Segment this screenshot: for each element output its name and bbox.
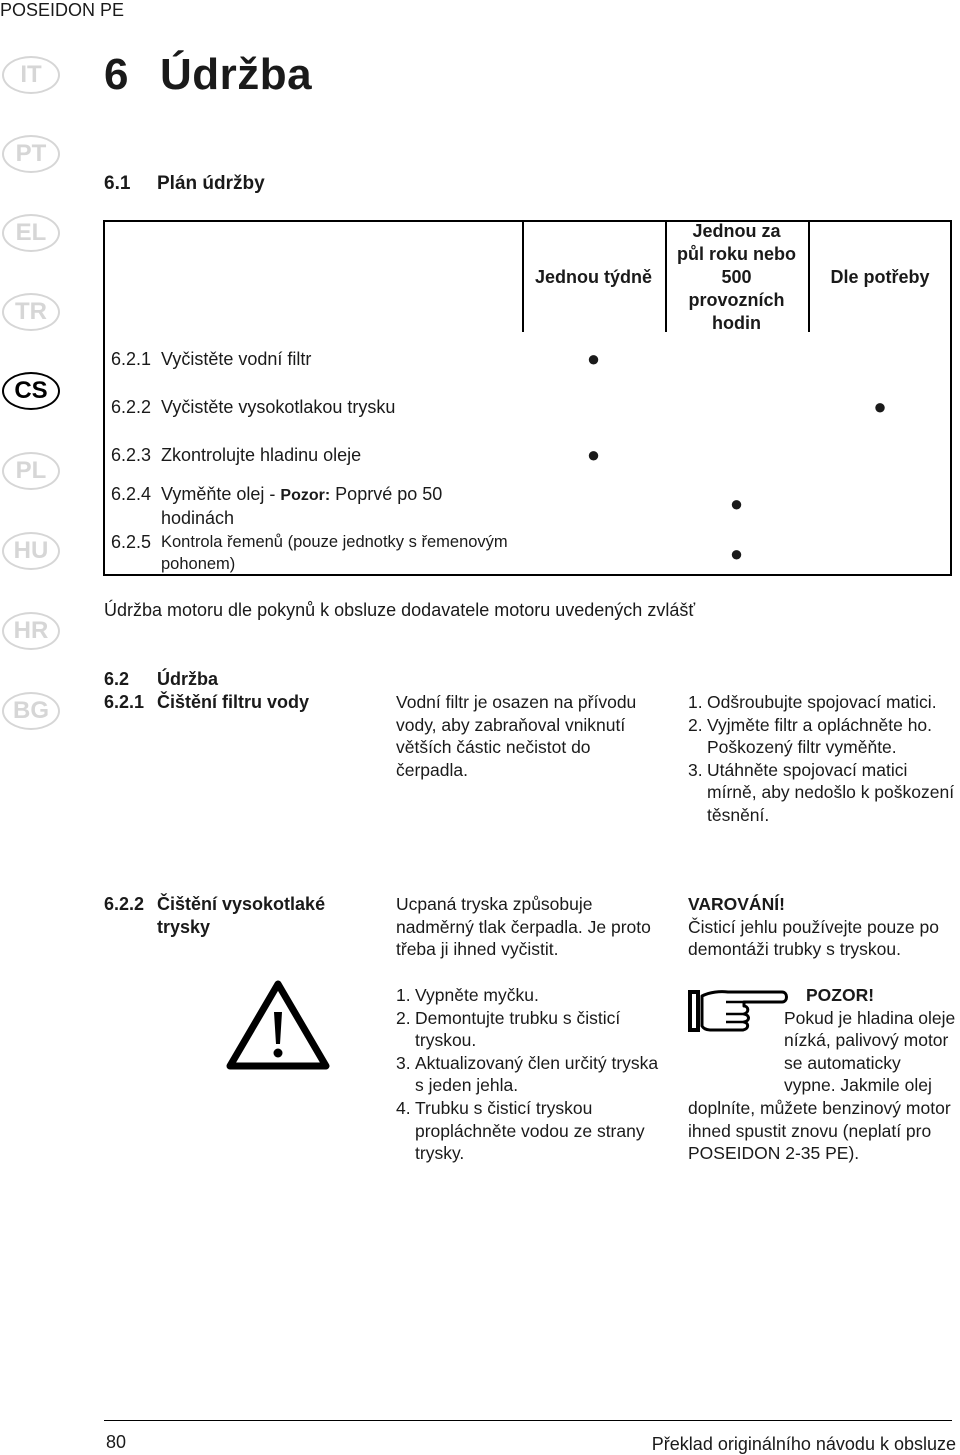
row-label: Kontrola řemenů (pouze jednotky s řemenovým pohonem) bbox=[161, 533, 508, 573]
warning-title: VAROVÁNÍ! bbox=[688, 894, 785, 914]
chapter-heading bbox=[104, 50, 312, 100]
section-number: 6.1 bbox=[104, 173, 131, 194]
list-item: 1. Vypněte myčku. bbox=[396, 985, 539, 1005]
table-row bbox=[103, 529, 952, 579]
nozzle-description: Ucpaná tryska způsobuje nadměrný tlak čerpadla. Je proto třeba ji ihned vyčistit. bbox=[396, 894, 651, 960]
mark-bullet: ● bbox=[729, 491, 744, 516]
table-header-row bbox=[103, 220, 952, 335]
document-header: POSEIDON PE bbox=[0, 0, 125, 20]
section-title: Plán údržby bbox=[157, 173, 265, 194]
language-tab-hu[interactable]: HU bbox=[2, 532, 60, 570]
mark-bullet: ● bbox=[586, 346, 601, 371]
language-tab-tr[interactable]: TR bbox=[2, 293, 60, 331]
section-heading-maintenance: 6.2 Údržba bbox=[104, 669, 219, 689]
filter-steps bbox=[688, 691, 956, 827]
caution-text: Pokud je hladina oleje nízká, palivový motor se automaticky vypne. Jakmile olej doplníte, můžete benzinový motor ihned spustit znovu (neplatí pro POSEIDON 2-35 PE). bbox=[688, 1007, 956, 1164]
language-tab-pl[interactable]: PL bbox=[2, 452, 60, 490]
column-header-as-needed: Dle potřeby bbox=[830, 267, 930, 287]
section-heading-nozzle: 6.2.2 Čištění vysokotlaké trysky bbox=[104, 894, 326, 937]
table-row bbox=[103, 431, 952, 479]
row-code: 6.2.5 bbox=[111, 532, 152, 552]
footer-text: Překlad originálního návodu k obsluze bbox=[651, 1434, 956, 1454]
list-item: 4. Trubku s čisticí tryskou propláchněte vodou ze strany trysky. bbox=[396, 1097, 645, 1164]
row-label: Zkontrolujte hladinu oleje bbox=[161, 445, 362, 465]
row-code: 6.2.4 bbox=[111, 484, 152, 504]
language-tab-cs[interactable]: CS bbox=[2, 372, 60, 410]
mark-bullet: ● bbox=[729, 541, 744, 566]
row-code: 6.2.3 bbox=[111, 445, 152, 465]
row-label: Vyčistěte vodní filtr bbox=[161, 349, 312, 369]
caution-box bbox=[688, 984, 956, 1165]
column-header-half-year: Jednou za půl roku nebo 500 provozních hodin bbox=[677, 221, 796, 333]
caution-title: POZOR! bbox=[806, 985, 875, 1005]
list-item: 1. Odšroubujte spojovací matici. bbox=[688, 692, 937, 712]
row-label: Vyčistěte vysokotlakou trysku bbox=[161, 397, 396, 417]
list-item: 2. Vyjměte filtr a opláchněte ho. Poškozený filtr vyměňte. bbox=[688, 714, 933, 758]
list-item: 2. Demontujte trubku s čisticí tryskou. bbox=[396, 1007, 621, 1051]
table-row bbox=[103, 335, 952, 383]
language-tab-it[interactable]: IT bbox=[2, 56, 60, 94]
nozzle-steps bbox=[396, 984, 664, 1165]
list-item: 3. Aktualizovaný člen určitý tryska s jeden jehla. bbox=[396, 1052, 659, 1096]
mark-bullet: ● bbox=[586, 442, 601, 467]
chapter-title: Údržba bbox=[160, 50, 313, 99]
chapter-number: 6 bbox=[104, 50, 129, 99]
table-row bbox=[103, 383, 952, 431]
warning-box bbox=[688, 893, 956, 961]
list-item: 3. Utáhněte spojovací matici mírně, aby nedošlo k poškození těsnění. bbox=[688, 759, 955, 825]
engine-note: Údržba motoru dle pokynů k obsluze dodavatele motoru uvedených zvlášť bbox=[104, 600, 696, 620]
language-tab-bg[interactable]: BG bbox=[2, 692, 60, 730]
row-code: 6.2.1 bbox=[111, 349, 152, 369]
section-heading-plan bbox=[104, 173, 265, 195]
maintenance-table bbox=[103, 220, 952, 579]
language-tab-el[interactable]: EL bbox=[2, 214, 60, 252]
language-tab-pt[interactable]: PT bbox=[2, 135, 60, 173]
table-row bbox=[103, 479, 952, 529]
section-heading-filter: 6.2.1 Čištění filtru vody bbox=[104, 692, 310, 712]
warning-triangle-icon bbox=[224, 978, 332, 1072]
mark-bullet: ● bbox=[873, 394, 887, 419]
page-number: 80 bbox=[106, 1432, 127, 1452]
row-label: Vyměňte olej - Pozor: Poprvé po 50 hodinách bbox=[161, 484, 443, 528]
warning-text: Čisticí jehlu používejte pouze po demontáži trubky s tryskou. bbox=[688, 916, 939, 960]
row-code: 6.2.2 bbox=[111, 397, 152, 417]
language-tab-hr[interactable]: HR bbox=[2, 612, 60, 650]
filter-description: Vodní filtr je osazen na přívodu vody, aby zabraňoval vniknutí větších částic nečistot do čerpadla. bbox=[396, 692, 637, 780]
column-header-weekly: Jednou týdně bbox=[534, 267, 652, 287]
footer-divider bbox=[104, 1420, 952, 1421]
